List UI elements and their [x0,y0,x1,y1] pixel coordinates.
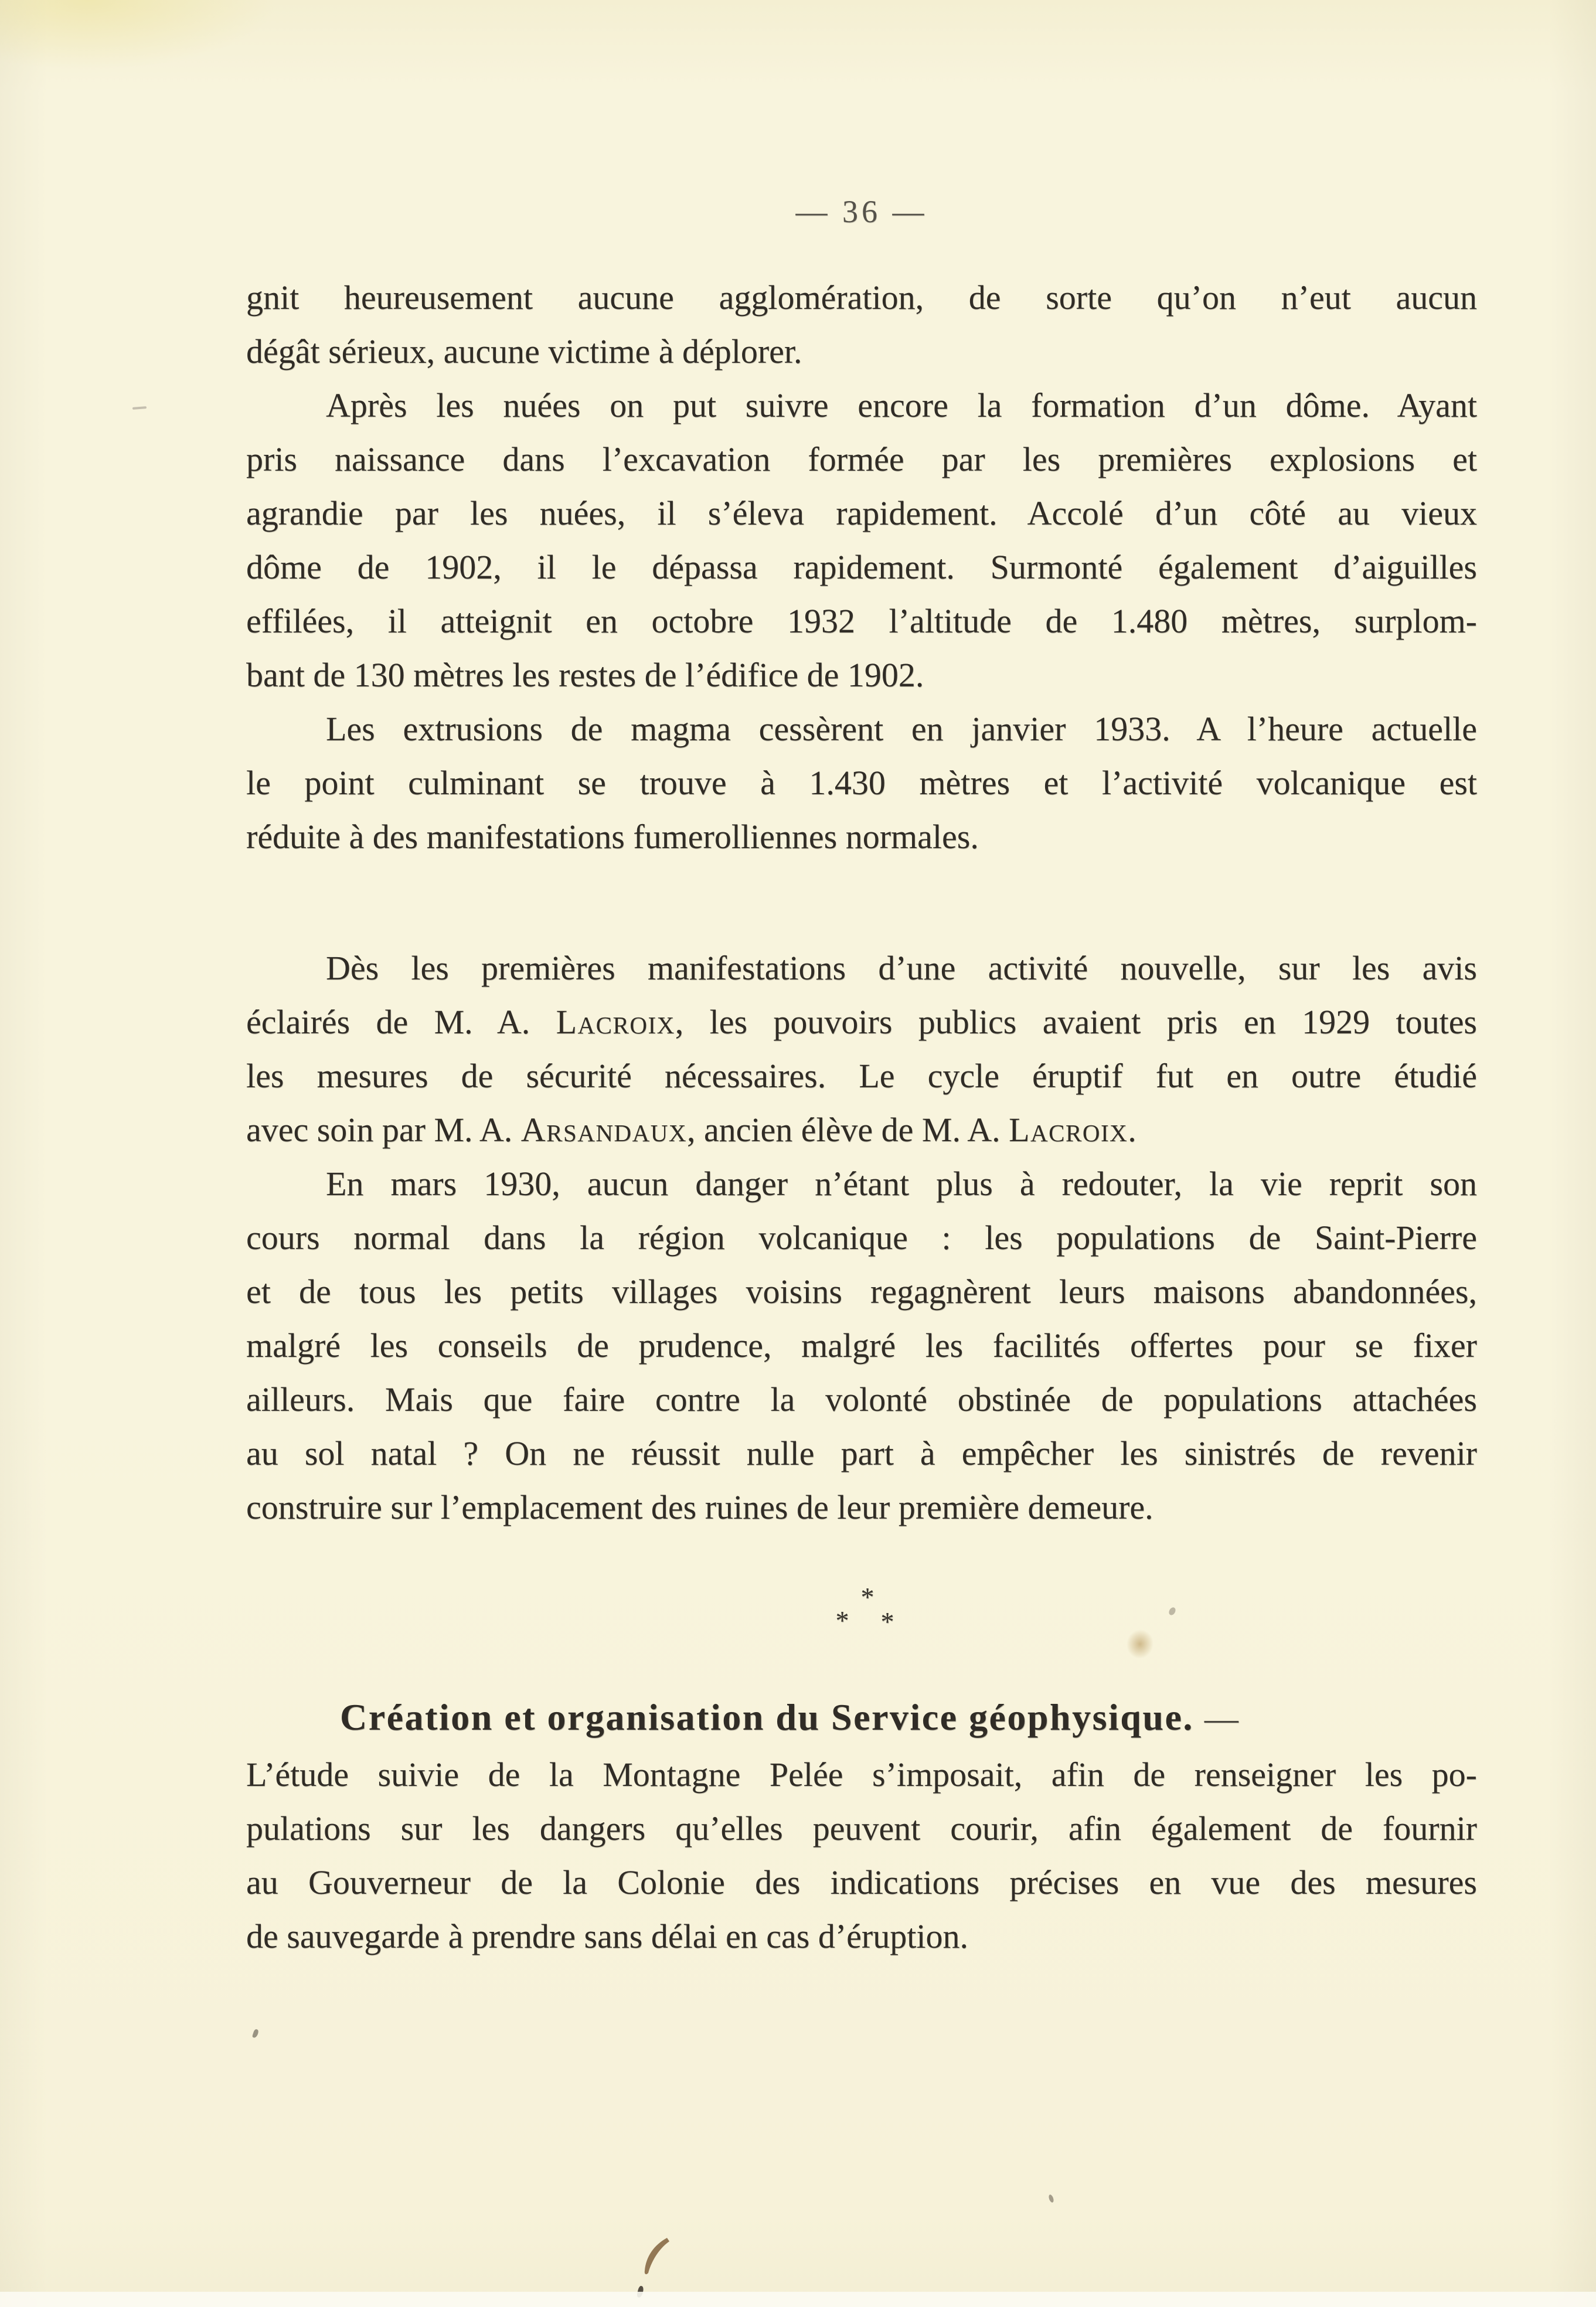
text-segment: , ancien élève de M. A. [686,1111,1009,1149]
paragraph-retour [246,1157,1477,1534]
text-line: gnit heureusement aucune agglomération, de sorte qu’on n’eut aucun [246,278,1477,317]
text-line: et de tous les petits villages voisins regagnèrent leurs maisons abandonnées, [246,1272,1477,1311]
section-heading-title: Création et organisation du Service géophysique. [340,1696,1194,1738]
paragraph-continuation [246,271,1477,379]
text-line: réduite à des manifestations fumerolliennes normales. [246,818,979,856]
text-line: En mars 1930, aucun danger n’étant plus à redouter, la vie reprit son [326,1165,1477,1203]
text-line: au Gouverneur de la Colonie des indications précises en vue des mesures [246,1863,1477,1901]
text-block [246,271,1477,1964]
asterisk-icon: * [835,1605,849,1635]
text-line: le point culminant se trouve à 1.430 mètres et l’activité volcanique est [246,764,1477,802]
text-line: agrandie par les nuées, il s’éleva rapidement. Accolé d’un côté au vieux [246,494,1477,532]
text-line: Dès les premières manifestations d’une activité nouvelle, sur les avis [326,949,1477,987]
text-line: Après les nuées on put suivre encore la formation d’un dôme. Ayant [326,386,1477,424]
person-name-lacroix: Lacroix [1009,1111,1128,1149]
text-line: pulations sur les dangers qu’elles peuvent courir, afin également de fournir [246,1809,1477,1847]
text-line: malgré les conseils de prudence, malgré les facilités offertes pour se fixer [246,1326,1477,1365]
text-line [246,995,1477,1049]
section-heading [246,1687,1477,1748]
margin-scratch-mark [132,406,147,410]
asterisk-icon: * [880,1607,894,1636]
paragraph-dome [246,379,1477,702]
page-number: — 36 — [795,194,928,229]
pen-flourish-mark [637,2234,678,2281]
text-segment: éclairés de M. A. [246,1003,556,1041]
text-line: bant de 130 mètres les restes de l’édifice de 1902. [246,656,924,694]
stray-comma-mark [252,2029,259,2039]
text-line: les mesures de sécurité nécessaires. Le cycle éruptif fut en outre étudié [246,1057,1477,1095]
text-segment: avec soin par M. A. [246,1111,521,1149]
paragraph-extrusions [246,702,1477,864]
ink-speck [637,2285,645,2298]
paragraph-mesures [246,941,1477,1157]
section-geophysique [246,1687,1477,1964]
text-line: effilées, il atteignit en octobre 1932 l’altitude de 1.480 mètres, surplom- [246,602,1477,640]
text-line: au sol natal ? On ne réussit nulle part à empêcher les sinistrés de revenir [246,1434,1477,1472]
text-line: L’étude suivie de la Montagne Pelée s’imposait, afin de renseigner les po- [246,1755,1477,1794]
text-line: de sauvegarde à prendre sans délai en cas d’éruption. [246,1917,968,1955]
text-line: Les extrusions de magma cessèrent en janvier 1933. A l’heure actuelle [326,710,1477,748]
asterisk-icon: * [860,1582,874,1612]
text-segment: . [1128,1111,1136,1149]
asterism-separator [246,1574,1477,1682]
text-line: dôme de 1902, il le dépassa rapidement. Surmonté également d’aiguilles [246,548,1477,586]
section-heading-dash: — [1204,1699,1238,1737]
text-line: ailleurs. Mais que faire contre la volonté obstinée de populations attachées [246,1380,1477,1418]
text-line: pris naissance dans l’excavation formée par les premières explosions et [246,440,1477,478]
text-line: cours normal dans la région volcanique : les populations de Saint-Pierre [246,1219,1477,1257]
person-name-arsandaux: Arsandaux [520,1111,687,1149]
text-line [246,1103,1477,1157]
text-line: construire sur l’emplacement des ruines de leur première demeure. [246,1488,1153,1526]
ink-speck [1048,2194,1054,2203]
text-segment: , les pouvoirs publics avaient pris en 1929 toutes [675,1003,1478,1041]
person-name-lacroix: Lacroix [556,1003,675,1041]
text-line: dégât sérieux, aucune victime à déplorer. [246,332,802,370]
